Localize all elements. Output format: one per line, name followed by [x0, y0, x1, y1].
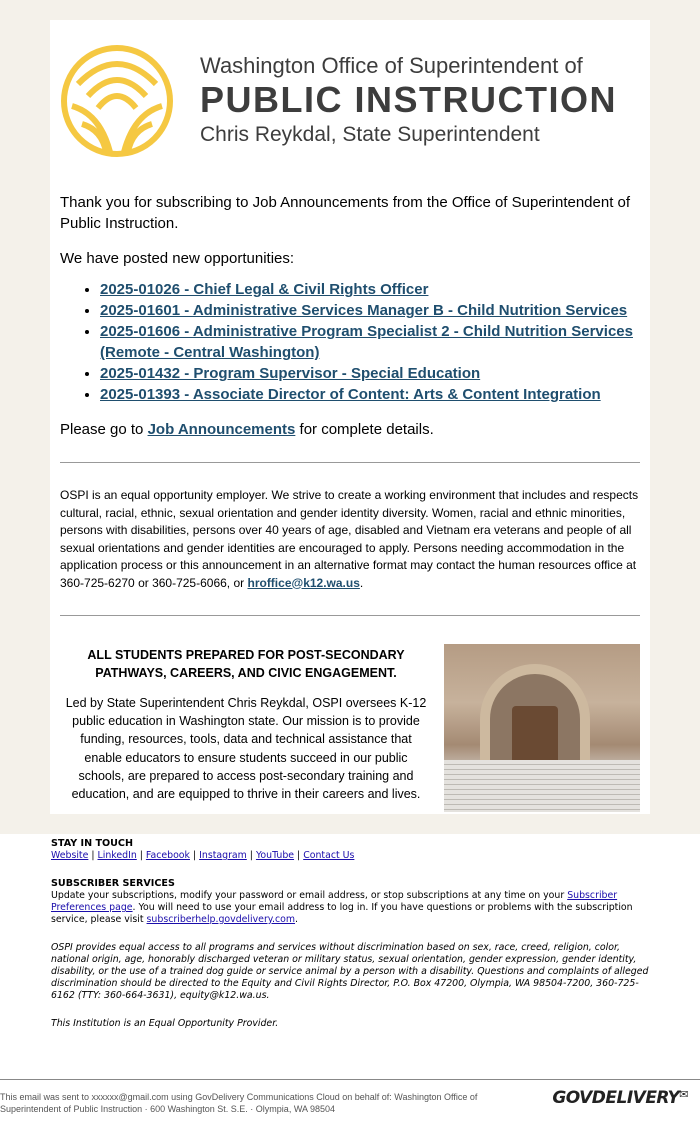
- list-item: [100, 300, 640, 321]
- mission-body: Led by State Superintendent Chris Reykdal, OSPI oversees K-12 public education in Washington state. Our mission is to provide funding, resources, tools, data and technical assistance that enable educators to ensure students succeed in our public schools, are prepared to access post-secondary training and education, and are equipped to thrive in their careers and lives.: [65, 696, 427, 802]
- email-card: [50, 20, 650, 814]
- goto-before: Please go to: [60, 421, 148, 438]
- footer: [0, 834, 700, 1034]
- job-link[interactable]: 2025-01601 - Administrative Services Manager B - Child Nutrition Services: [100, 302, 628, 319]
- list-item: [100, 321, 640, 363]
- subscriber-title: SUBSCRIBER SERVICES: [51, 878, 175, 889]
- posted-text: We have posted new opportunities:: [60, 250, 295, 267]
- stay-title: STAY IN TOUCH: [51, 838, 134, 849]
- goto-after: for complete details.: [295, 421, 434, 438]
- brand-text: GOVDELIVERY: [552, 1088, 680, 1108]
- linkedin-link[interactable]: LinkedIn: [97, 850, 137, 861]
- list-item: [100, 279, 640, 300]
- eeo-end: .: [359, 575, 364, 590]
- sub-text-3: .: [295, 914, 299, 925]
- envelope-icon: ✉: [679, 1088, 688, 1101]
- divider: [60, 615, 640, 616]
- hr-email-link[interactable]: hroffice@k12.wa.us: [247, 575, 360, 590]
- nondiscrimination-text: OSPI provides equal access to all programs and services without discrimination based on sex, race, creed, religion, color, national origin, age, honorably discharged veteran or military status, sexual orientation, gender expression, gender identity, disability, or the use of a trained dog guide or service animal by a person with a disability. Questions and complaints of alleged discrimination should be directed to the Equity and Civil Rights Director, P.O. Box 47200, Olympia, WA 98504-7200, 360-725-6162 (TTY: 360-664-3631), equity@k12.wa.us.: [51, 942, 649, 1001]
- social-links: Website | LinkedIn | Facebook | Instagram | YouTube | Contact Us: [51, 850, 355, 861]
- instagram-link[interactable]: Instagram: [199, 850, 247, 861]
- mission-heading: ALL STUDENTS PREPARED FOR POST-SECONDARY PATHWAYS, CAREERS, AND CIVIC ENGAGEMENT.: [87, 648, 405, 680]
- subscriber-text: [51, 890, 649, 926]
- eeo-text: OSPI is an equal opportunity employer. We strive to create a working environment that includes and respects cultural, racial, ethnic, sexual orientation and gender identity diversity. Women, racial and ethnic minorities, persons with disabilities, persons over 40 years of age, disabled and Vietnam era veterans and people of all sexual orientations and gender identities are encouraged to apply. Persons needing accommodation in the application process or this announcement in an alternative format may contact the human resources office at 360-725-6270 or 360-725-6066, or: [60, 488, 639, 590]
- intro-text: Thank you for subscribing to Job Announcements from the Office of Superintendent of Public Instruction.: [60, 194, 631, 232]
- divider: [60, 462, 640, 463]
- job-announcements-link[interactable]: Job Announcements: [147, 421, 296, 438]
- building-photo: [444, 644, 640, 812]
- job-link[interactable]: 2025-01606 - Administrative Program Specialist 2 - Child Nutrition Services (Remote - Central Washington): [100, 323, 633, 361]
- header-line3: Chris Reykdal, State Superintendent: [200, 123, 540, 146]
- job-link[interactable]: 2025-01432 - Program Supervisor - Special Education: [100, 365, 481, 382]
- sub-text-2: . You will need to use your email address to log in. If you have questions or problems with the subscription service, please visit: [51, 902, 633, 925]
- list-item: [100, 384, 640, 405]
- job-link[interactable]: 2025-01026 - Chief Legal & Civil Rights Officer: [100, 281, 429, 298]
- mission-section: [60, 644, 640, 812]
- goto-text: [60, 419, 640, 440]
- header-line2: PUBLIC INSTRUCTION: [200, 79, 617, 120]
- ospi-header: [60, 32, 640, 170]
- job-link[interactable]: 2025-01393 - Associate Director of Content: Arts & Content Integration: [100, 386, 601, 403]
- contact-us-link[interactable]: Contact Us: [303, 850, 355, 861]
- job-list: [100, 279, 640, 405]
- eeo-statement: [60, 487, 640, 592]
- subscriber-help-link[interactable]: subscriberhelp.govdelivery.com: [146, 914, 296, 925]
- sent-to-text: This email was sent to xxxxxx@gmail.com using GovDelivery Communications Cloud on behalf of: Washington Office of Superintendent of Public Instruction · 600 Washington St. S.E. · Olympia, WA 98504: [0, 1092, 478, 1114]
- provider-text: This Institution is an Equal Opportunity Provider.: [51, 1018, 279, 1029]
- header-line1: Washington Office of Superintendent of: [200, 53, 583, 78]
- facebook-link[interactable]: Facebook: [145, 850, 190, 861]
- website-link[interactable]: Website: [51, 850, 89, 861]
- govdelivery-logo: [552, 1088, 688, 1108]
- subscriber-preferences-link[interactable]: Subscriber Preferences page: [51, 890, 618, 913]
- ospi-logo-icon: [60, 44, 174, 158]
- sub-text-1: Update your subscriptions, modify your password or email address, or stop subscriptions at any time on your: [51, 890, 568, 901]
- list-item: [100, 363, 640, 384]
- youtube-link[interactable]: YouTube: [255, 850, 295, 861]
